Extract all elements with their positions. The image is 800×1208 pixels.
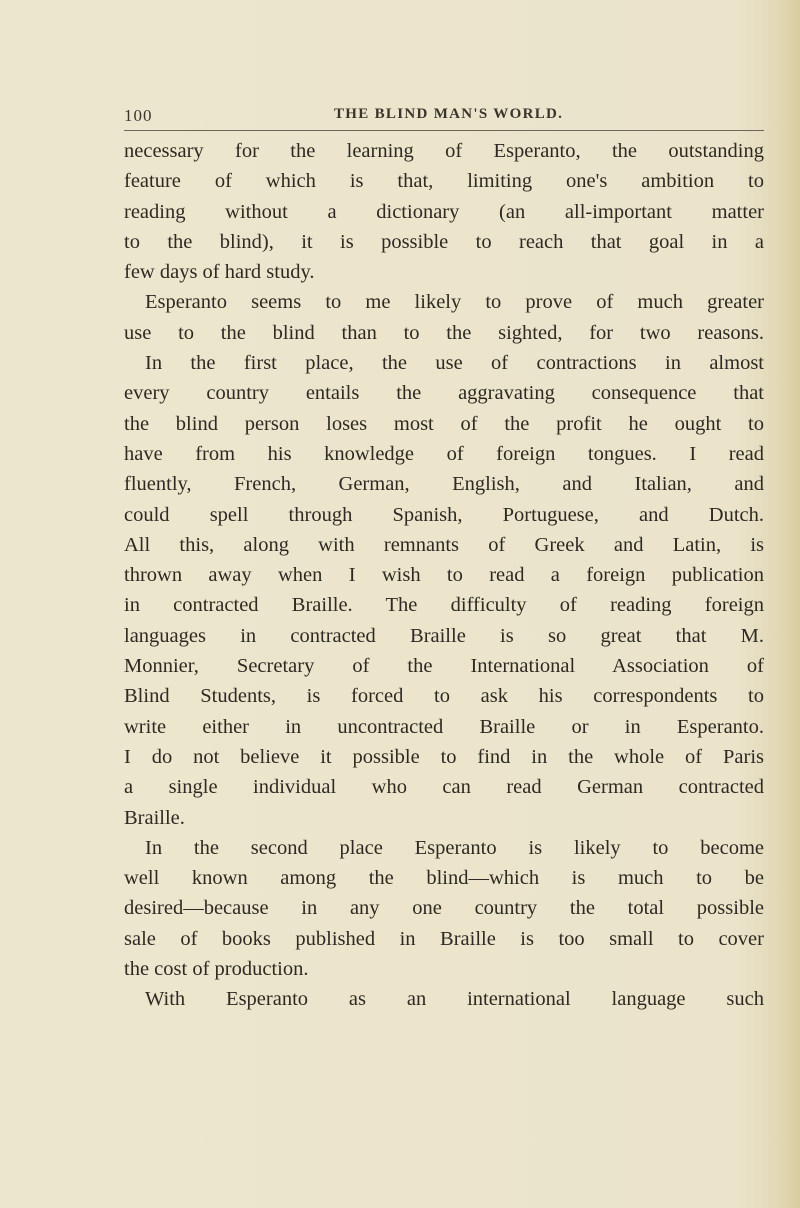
text-line: write either in uncontracted Braille or in Esperanto.	[124, 715, 764, 738]
text-line: I do not believe it possible to find in the whole of Paris	[124, 745, 764, 768]
text-line: With Esperanto as an international language such	[145, 988, 764, 1011]
running-title: THE BLIND MAN'S WORLD.	[334, 106, 564, 122]
text-line: in contracted Braille. The difficulty of reading foreign	[124, 594, 764, 617]
text-line: All this, along with remnants of Greek and Latin, is	[124, 533, 764, 556]
text-line: necessary for the learning of Esperanto, the outstanding	[124, 140, 764, 162]
text-line: thrown away when I wish to read a foreign publication	[124, 564, 764, 587]
text-line: In the first place, the use of contractions in almost	[145, 352, 764, 375]
text-line: few days of hard study.	[124, 261, 315, 284]
header-rule	[124, 130, 764, 131]
text-line: feature of which is that, limiting one's ambition to	[124, 170, 764, 193]
text-line: fluently, French, German, English, and Italian, and	[124, 473, 764, 496]
text-line: Braille.	[124, 806, 185, 829]
text-line: a single individual who can read German contracted	[124, 776, 764, 799]
text-line: could spell through Spanish, Portuguese, and Dutch.	[124, 503, 764, 526]
text-line: every country entails the aggravating consequence that	[124, 382, 764, 405]
text-line: reading without a dictionary (an all-important matter	[124, 200, 764, 223]
text-line: Blind Students, is forced to ask his correspondents to	[124, 685, 764, 708]
text-line: desired—because in any one country the total possible	[124, 897, 764, 920]
text-line: Esperanto seems to me likely to prove of much greater	[145, 291, 764, 314]
text-line: languages in contracted Braille is so great that M.	[124, 624, 764, 647]
page-header	[124, 106, 764, 130]
text-line: use to the blind than to the sighted, for two reasons.	[124, 321, 764, 344]
text-line: well known among the blind—which is much to be	[124, 867, 764, 890]
text-line: to the blind), it is possible to reach that goal in a	[124, 230, 764, 253]
text-line: the cost of production.	[124, 958, 309, 981]
page-number: 100	[124, 106, 153, 125]
body-text	[124, 136, 764, 1015]
text-line: sale of books published in Braille is too small to cover	[124, 927, 764, 950]
text-line: have from his knowledge of foreign tongues. I read	[124, 442, 764, 465]
text-line: In the second place Esperanto is likely to become	[145, 836, 764, 859]
text-line: Monnier, Secretary of the International Association of	[124, 655, 764, 678]
text-line: the blind person loses most of the profit he ought to	[124, 412, 764, 435]
